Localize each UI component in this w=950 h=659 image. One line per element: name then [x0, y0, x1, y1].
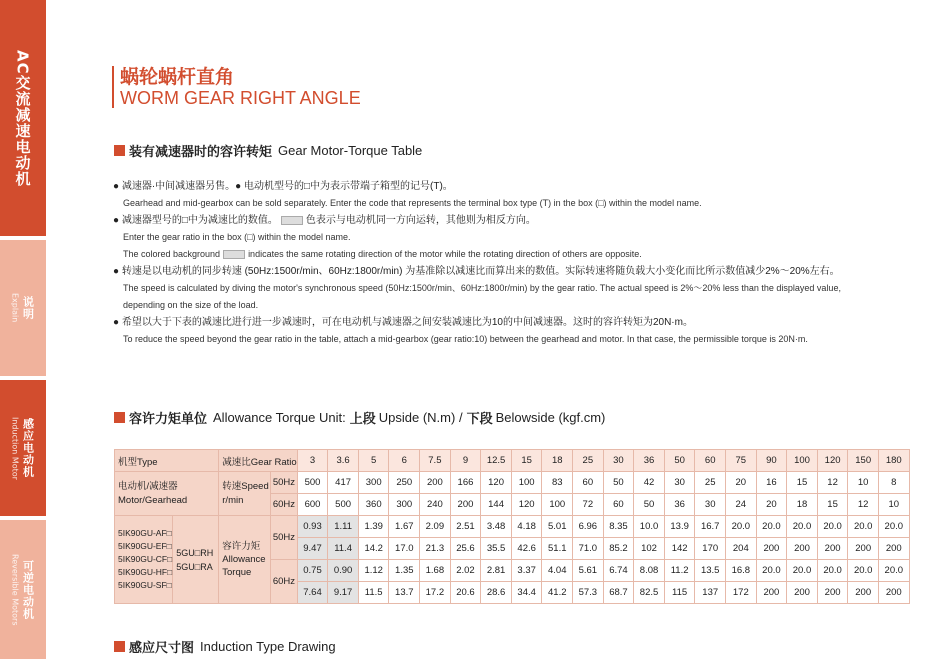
header-motor-gearhead-en: Motor/Gearhead: [118, 494, 188, 506]
ratio-cell: 120: [817, 450, 848, 472]
torque50-up-cell: 20.0: [726, 516, 757, 538]
torque50-up-cell: 20.0: [756, 516, 787, 538]
torque60-up-cell: 20.0: [787, 560, 818, 582]
speed50-cell: 83: [542, 472, 573, 494]
speed60-cell: 144: [481, 494, 512, 516]
ratio-cell: 180: [878, 450, 909, 472]
torque60-up-cell: 3.37: [511, 560, 542, 582]
header-motor-gearhead-cn: 电动机/减速器: [118, 480, 178, 492]
torque60-down-cell: 68.7: [603, 582, 634, 604]
torque60-down-cell: 28.6: [481, 582, 512, 604]
torque-table: [114, 449, 910, 604]
hz60-label: 60Hz: [271, 494, 298, 516]
speed60-cell: 50: [634, 494, 665, 516]
section-bullet-icon: [114, 641, 125, 652]
speed50-cell: 250: [389, 472, 420, 494]
torque60-down-cell: 200: [878, 582, 909, 604]
speed60-cell: 24: [726, 494, 757, 516]
ratio-cell: 25: [573, 450, 604, 472]
torque60-up-cell: 0.75: [297, 560, 328, 582]
speed50-cell: 12: [817, 472, 848, 494]
section2-en-a: Allowance Torque Unit:: [213, 410, 346, 425]
gearhead-item: 5GU□RH: [176, 547, 214, 558]
section2-heading-cn: 容许力矩单位: [129, 412, 208, 427]
speed60-cell: 500: [328, 494, 359, 516]
torque60-down-cell: 200: [817, 582, 848, 604]
motor-item: 5IK90GU-SF□: [118, 580, 172, 590]
torque50-up-cell: 5.01: [542, 516, 573, 538]
torque60-down-cell: 200: [848, 582, 879, 604]
sidebar-explain-label: 说明: [21, 296, 35, 320]
header-speed-label: 转速Speed: [222, 480, 269, 492]
gearhead-list: [173, 516, 219, 604]
torque60-up-cell: 20.0: [848, 560, 879, 582]
motor-item: 5IK90GU-CF□: [118, 554, 173, 564]
torque50-up-cell: 1.67: [389, 516, 420, 538]
torque60-down-cell: 34.4: [511, 582, 542, 604]
page-title-en: WORM GEAR RIGHT ANGLE: [120, 88, 361, 108]
torque60-down-cell: 20.6: [450, 582, 481, 604]
torque50-up-cell: 8.35: [603, 516, 634, 538]
page-title-cn: 蜗轮蜗杆直角: [120, 66, 235, 88]
sidebar-ac-label: AC交流减速电动机: [13, 49, 32, 187]
speed50-cell: 200: [420, 472, 451, 494]
torque50-down-cell: 51.1: [542, 538, 573, 560]
torque60-up-cell: 13.5: [695, 560, 726, 582]
torque60-down-cell: 115: [664, 582, 695, 604]
torque50-down-cell: 17.0: [389, 538, 420, 560]
speed60-cell: 15: [817, 494, 848, 516]
speed50-cell: 15: [787, 472, 818, 494]
table-row-speed50: [115, 472, 910, 494]
speed60-cell: 360: [358, 494, 389, 516]
torque60-down-cell: 200: [756, 582, 787, 604]
color-swatch-icon: [223, 250, 245, 259]
torque60-up-cell: 20.0: [878, 560, 909, 582]
sidebar-explain-sub: Explain: [10, 293, 20, 323]
speed50-cell: 300: [358, 472, 389, 494]
torque50-down-cell: 200: [848, 538, 879, 560]
ratio-cell: 36: [634, 450, 665, 472]
sidebar-ac: [0, 0, 46, 236]
torque60-down-cell: 13.7: [389, 582, 420, 604]
speed60-cell: 100: [542, 494, 573, 516]
torque50-down-cell: 25.6: [450, 538, 481, 560]
torque60-down-cell: 11.5: [358, 582, 389, 604]
speed50-cell: 30: [664, 472, 695, 494]
torque60-up-cell: 2.02: [450, 560, 481, 582]
torque50-up-cell: 1.39: [358, 516, 389, 538]
section-bullet-icon: [114, 412, 125, 423]
speed60-cell: 72: [573, 494, 604, 516]
sidebar-reversible-sub: Reversible Motors: [10, 553, 20, 626]
torque50-up-cell: 20.0: [848, 516, 879, 538]
note-5-cn: ● 希望以大于下表的减速比进行进一步减速时，可在电动机与减速器之间安装减速比为10的中间减速器。这时的容许转矩为20N·m。: [113, 317, 693, 328]
ratio-cell: 12.5: [481, 450, 512, 472]
torque60-down-cell: 57.3: [573, 582, 604, 604]
torque50-up-cell: 10.0: [634, 516, 665, 538]
torque-label-en2: Torque: [222, 567, 252, 578]
note-1-en: Gearhead and mid-gearbox can be sold separately. Enter the code that represents the terminal box type (T) in the box (□) within the model name.: [123, 198, 702, 208]
ratio-cell: 3: [297, 450, 328, 472]
note-3-en-a: The colored background: [123, 249, 221, 259]
speed60-cell: 30: [695, 494, 726, 516]
torque50-down-cell: 200: [756, 538, 787, 560]
torque50-down-cell: 21.3: [420, 538, 451, 560]
torque60-down-cell: 7.64: [297, 582, 328, 604]
torque50-down-cell: 200: [787, 538, 818, 560]
header-model: 机型Type: [115, 450, 219, 472]
speed50-cell: 20: [726, 472, 757, 494]
torque-label: [219, 516, 271, 604]
speed50-cell: 42: [634, 472, 665, 494]
speed60-cell: 12: [848, 494, 879, 516]
sidebar-tab-explain[interactable]: [0, 240, 46, 376]
speed50-cell: 417: [328, 472, 359, 494]
note-5-en: To reduce the speed beyond the gear ratio in the table, attach a mid-gearbox (gear ratio:10) between the gearhead and motor. In that case, the permissible torque is 20N·m.: [123, 334, 808, 344]
speed50-cell: 10: [848, 472, 879, 494]
ratio-cell: 30: [603, 450, 634, 472]
torque50-down-cell: 42.6: [511, 538, 542, 560]
torque60-down-cell: 172: [726, 582, 757, 604]
torque50-up-cell: 13.9: [664, 516, 695, 538]
torque50-up-cell: 1.11: [328, 516, 359, 538]
speed50-cell: 16: [756, 472, 787, 494]
torque60-down-cell: 200: [787, 582, 818, 604]
speed60-cell: 600: [297, 494, 328, 516]
speed60-cell: 10: [878, 494, 909, 516]
note-3-en: [113, 246, 913, 263]
note-2-cn: [113, 212, 913, 229]
section-bullet-icon: [114, 145, 125, 156]
speed60-cell: 240: [420, 494, 451, 516]
section-drawing-heading: [114, 637, 336, 656]
torque50-up-cell: 3.48: [481, 516, 512, 538]
section-heading-cn: 装有减速器时的容许转矩: [129, 145, 273, 160]
sidebar: [0, 0, 46, 659]
torque50-up-cell: 20.0: [878, 516, 909, 538]
sidebar-tab-induction[interactable]: [0, 380, 46, 516]
speed60-cell: 120: [511, 494, 542, 516]
note-1-cn: ● 减速器·中间减速器另售。● 电动机型号的□中为表示带端子箱型的记号(T)。: [113, 181, 453, 192]
speed50-cell: 166: [450, 472, 481, 494]
speed60-cell: 60: [603, 494, 634, 516]
ratio-cell: 6: [389, 450, 420, 472]
sidebar-tab-reversible[interactable]: [0, 520, 46, 659]
torque60-down-cell: 137: [695, 582, 726, 604]
torque60-down-cell: 41.2: [542, 582, 573, 604]
torque-label-en1: Allowance: [222, 554, 266, 565]
speed60-cell: 20: [756, 494, 787, 516]
sidebar-induction-sub: Induction Motor: [10, 416, 20, 480]
torque50-up-cell: 4.18: [511, 516, 542, 538]
speed60-cell: 18: [787, 494, 818, 516]
torque50-down-cell: 85.2: [603, 538, 634, 560]
ratio-cell: 100: [787, 450, 818, 472]
hz50-label: 50Hz: [271, 472, 298, 494]
torque60-up-cell: 4.04: [542, 560, 573, 582]
sidebar-induction-label: 感应电动机: [21, 418, 35, 478]
torque60-up-cell: 1.12: [358, 560, 389, 582]
ratio-cell: 9: [450, 450, 481, 472]
torque50-up-cell: 6.96: [573, 516, 604, 538]
note-4-en: The speed is calculated by diving the motor's synchronous speed (50Hz:1500r/min、60Hz:1800r/min) by the gear ratio. The actual speed is 2%～20% less than the displayed value,: [123, 283, 841, 293]
torque60-up-cell: 11.2: [664, 560, 695, 582]
ratio-cell: 75: [726, 450, 757, 472]
torque50-down-cell: 102: [634, 538, 665, 560]
note-4-cn: ● 转速是以电动机的同步转速 (50Hz:1500r/min、60Hz:1800r/min) 为基准除以减速比而算出来的数值。实际转速将随负载大小变化而比所示数值减少2%～20%左右。: [113, 266, 840, 277]
gearhead-item: 5GU□RA: [176, 561, 213, 572]
speed60-cell: 36: [664, 494, 695, 516]
ratio-cell: 7.5: [420, 450, 451, 472]
speed50-cell: 500: [297, 472, 328, 494]
section2-cn-up: 上段: [349, 412, 376, 427]
speed50-cell: 25: [695, 472, 726, 494]
torque50-down-cell: 14.2: [358, 538, 389, 560]
header-motor-gearhead: [115, 472, 219, 516]
torque50-down-cell: 170: [695, 538, 726, 560]
speed60-cell: 200: [450, 494, 481, 516]
speed50-cell: 100: [511, 472, 542, 494]
torque60-up-cell: 5.61: [573, 560, 604, 582]
torque50-up-cell: 16.7: [695, 516, 726, 538]
motor-item: 5IK90GU-HF□: [118, 567, 173, 577]
ratio-cell: 50: [664, 450, 695, 472]
table-row-t50-up: [115, 516, 910, 538]
torque50-down-cell: 200: [878, 538, 909, 560]
torque50-down-cell: 204: [726, 538, 757, 560]
torque50-up-cell: 0.93: [297, 516, 328, 538]
section-heading-en: Gear Motor-Torque Table: [278, 143, 423, 158]
torque50-down-cell: 142: [664, 538, 695, 560]
ratio-cell: 150: [848, 450, 879, 472]
torque50-down-cell: 35.5: [481, 538, 512, 560]
hz50-torque-label: 50Hz: [271, 516, 298, 560]
torque50-down-cell: 11.4: [328, 538, 359, 560]
header-ratio: 减速比Gear Ratio: [219, 450, 297, 472]
ratio-cell: 3.6: [328, 450, 359, 472]
torque60-up-cell: 16.8: [726, 560, 757, 582]
ratio-cell: 90: [756, 450, 787, 472]
torque60-up-cell: 20.0: [756, 560, 787, 582]
torque60-down-cell: 9.17: [328, 582, 359, 604]
speed60-cell: 300: [389, 494, 420, 516]
torque60-up-cell: 8.08: [634, 560, 665, 582]
motor-item: 5IK90GU-AF□: [118, 528, 172, 538]
note-2-cn-b: 色表示与电动机同一方向运转，其他则为相反方向。: [305, 215, 536, 226]
motor-item: 5IK90GU-EF□: [118, 541, 172, 551]
speed50-cell: 120: [481, 472, 512, 494]
ratio-cell: 5: [358, 450, 389, 472]
torque60-down-cell: 17.2: [420, 582, 451, 604]
header-speed-unit: r/min: [222, 494, 244, 506]
torque60-down-cell: 82.5: [634, 582, 665, 604]
torque-label-cn: 容许力矩: [222, 541, 261, 552]
torque50-up-cell: 2.51: [450, 516, 481, 538]
section-torque-table-heading: [114, 141, 422, 160]
torque60-up-cell: 6.74: [603, 560, 634, 582]
ratio-cell: 60: [695, 450, 726, 472]
torque50-down-cell: 200: [817, 538, 848, 560]
section2-en-down: Belowside (kgf.cm): [495, 410, 606, 425]
hz60-torque-label: 60Hz: [271, 560, 298, 604]
sidebar-reversible-label: 可逆电动机: [21, 559, 35, 620]
section-allowance-heading: [114, 408, 605, 427]
note-3-en-b: indicates the same rotating direction of the motor while the rotating direction of others are opposite.: [248, 249, 642, 259]
section2-cn-down: 下段: [466, 412, 493, 427]
ratio-cell: 18: [542, 450, 573, 472]
speed50-cell: 60: [573, 472, 604, 494]
torque50-down-cell: 9.47: [297, 538, 328, 560]
note-4-en-2: depending on the size of the load.: [123, 300, 259, 310]
torque60-up-cell: 1.35: [389, 560, 420, 582]
torque50-down-cell: 71.0: [573, 538, 604, 560]
header-speed: [219, 472, 271, 516]
torque50-up-cell: 20.0: [787, 516, 818, 538]
table-row-ratio: [115, 450, 910, 472]
note-2-cn-a: ● 减速器型号的□中为减速比的数值。: [113, 215, 278, 226]
torque60-up-cell: 2.81: [481, 560, 512, 582]
motor-list: [115, 516, 173, 604]
torque60-up-cell: 0.90: [328, 560, 359, 582]
torque50-up-cell: 20.0: [817, 516, 848, 538]
notes: [113, 178, 913, 348]
ratio-cell: 15: [511, 450, 542, 472]
color-swatch-icon: [281, 216, 303, 225]
speed50-cell: 50: [603, 472, 634, 494]
page-title: [112, 66, 361, 108]
note-2-en: Enter the gear ratio in the box (□) within the model name.: [123, 232, 351, 242]
section3-heading-cn: 感应尺寸图: [129, 641, 195, 656]
torque60-up-cell: 20.0: [817, 560, 848, 582]
section3-heading-en: Induction Type Drawing: [200, 639, 336, 654]
torque60-up-cell: 1.68: [420, 560, 451, 582]
torque50-up-cell: 2.09: [420, 516, 451, 538]
section2-en-up: Upside (N.m) /: [378, 410, 463, 425]
speed50-cell: 8: [878, 472, 909, 494]
